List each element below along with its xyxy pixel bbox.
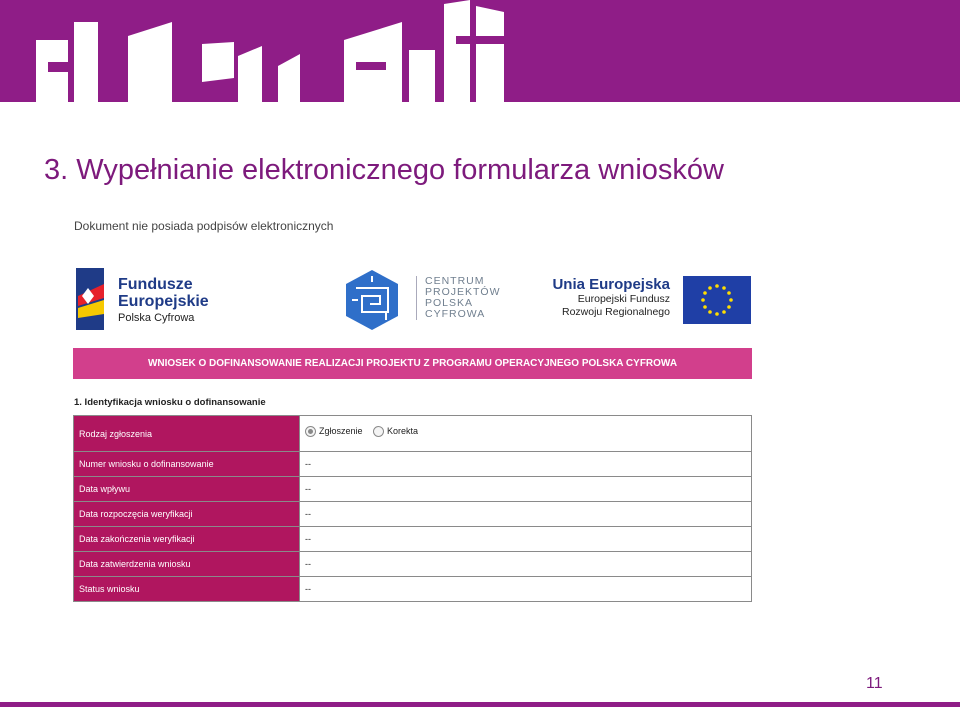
unia-europejska-logo [552,274,752,328]
slide-title: 3. Wypełnianie elektronicznego formularza wniosków [44,154,724,186]
fe-line-3: Polska Cyfrowa [118,312,195,324]
maze-icon [340,268,404,332]
row-label: Data zakończenia weryfikacji [74,527,300,552]
identification-form [73,415,752,602]
table-row [74,552,752,577]
row-value: -- [300,552,752,577]
row-value: -- [300,477,752,502]
fe-line-2: Europejskie [118,293,209,310]
row-label: Status wniosku [74,577,300,602]
form-row-type [74,416,752,452]
eu-flag-icon [683,276,751,324]
radio-zgloszenie[interactable]: Zgłoszenie [305,426,363,437]
type-radio-group [300,416,752,452]
centrum-projektow-logo [340,268,500,332]
cp-line-4: CYFROWA [425,308,486,320]
cp-line-2: PROJEKTÓW [425,286,501,298]
table-row [74,452,752,477]
application-banner: WNIOSEK O DOFINANSOWANIE REALIZACJI PROJEKTU Z PROGRAMU OPERACYJNEGO POLSKA CYFROWA [73,348,752,379]
ue-line-2: Europejski Fundusz [577,293,670,305]
row-label: Data wpływu [74,477,300,502]
row-value: -- [300,577,752,602]
header-band [0,0,960,102]
table-row [74,477,752,502]
table-row [74,527,752,552]
row-label: Data rozpoczęcia weryfikacji [74,502,300,527]
signature-note: Dokument nie posiada podpisów elektronicznych [74,219,334,233]
row-value: -- [300,452,752,477]
ue-line-3: Rozwoju Regionalnego [562,306,670,318]
table-row [74,502,752,527]
bottom-divider [0,702,960,707]
fe-line-1: Fundusze [118,276,193,293]
section-title: 1. Identyfikacja wniosku o dofinansowanie [74,397,266,408]
brand-logo-shapes [0,0,960,102]
table-row [74,577,752,602]
row-value: -- [300,527,752,552]
cp-line-3: POLSKA [425,297,474,309]
fundusze-europejskie-logo [74,266,214,332]
cp-line-1: CENTRUM [425,275,485,287]
row-label: Data zatwierdzenia wniosku [74,552,300,577]
radio-empty-icon[interactable] [373,426,384,437]
radio-selected-icon[interactable] [305,426,316,437]
type-label: Rodzaj zgłoszenia [74,416,300,452]
row-value: -- [300,502,752,527]
ue-line-1: Unia Europejska [552,276,670,293]
page-number: 11 [866,675,883,692]
row-label: Numer wniosku o dofinansowanie [74,452,300,477]
fe-star-icon [74,266,114,332]
radio-korekta[interactable]: Korekta [373,426,418,437]
